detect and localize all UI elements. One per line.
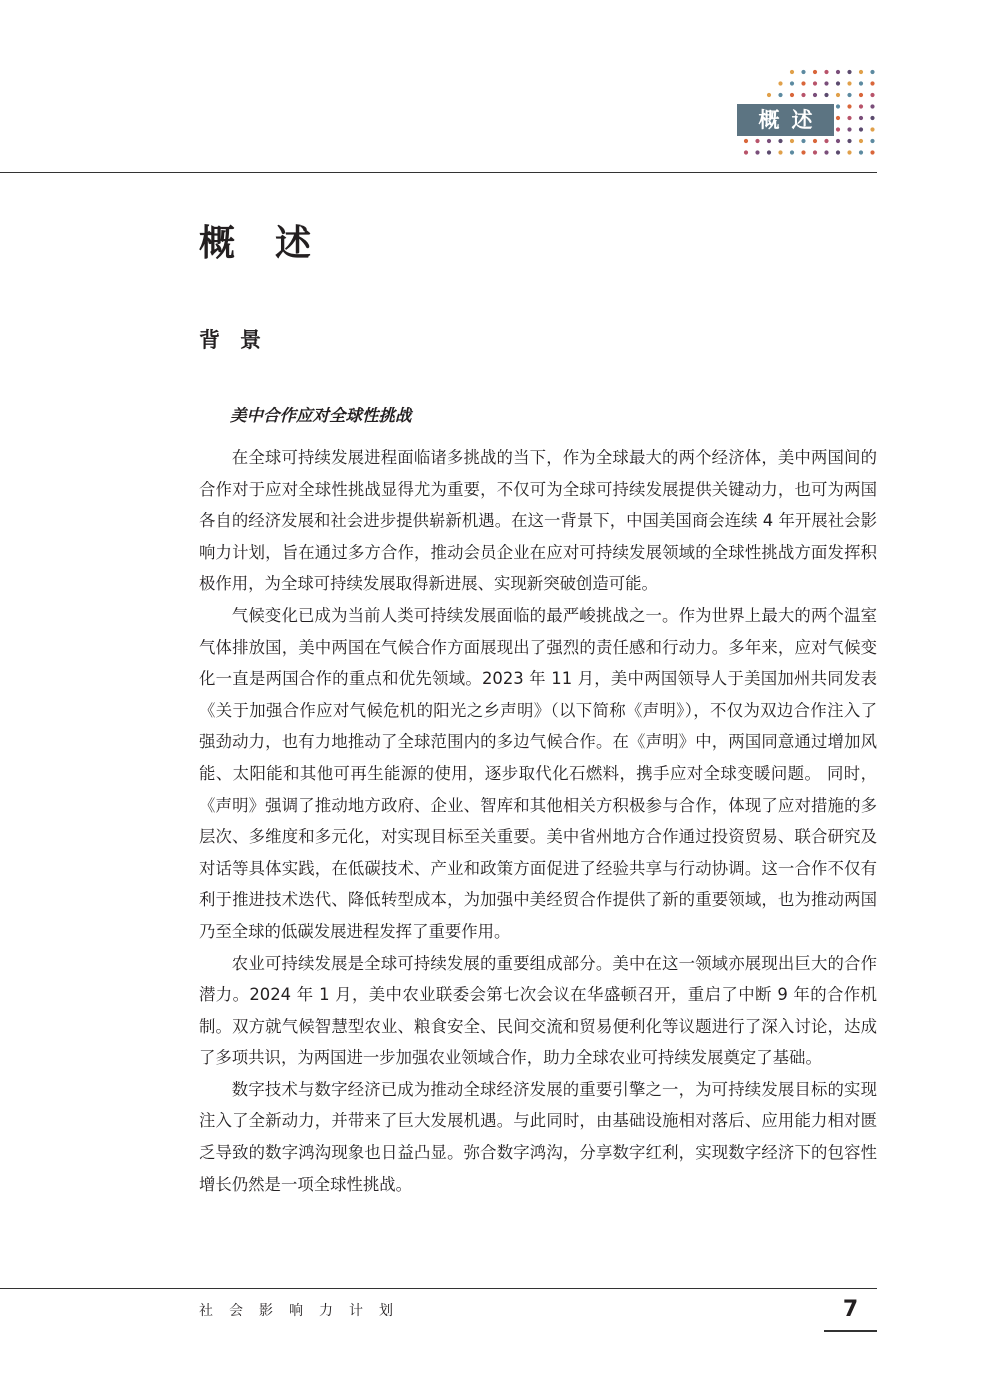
paragraph: 气候变化已成为当前人类可持续发展面临的最严峻挑战之一。作为世界上最大的两个温室气体排放国，美中两国在气候合作方面展现出了强烈的责任感和行动力。多年来，应对气候变化一直是两国合作的重点和优先领域。2023 年 11 月，美中两国领导人于美国加州共同发表《关于加强合作应对气候危机的阳光之乡声明》（以下简称《声明》），不仅为双边合作注入了强劲动力，也有力地推动了全球范围内的多边气候合作。在《声明》中，两国同意通过增加风能、太阳能和其他可再生能源的使用，逐步取代化石燃料，携手应对全球变暖问题。 同时，《声明》强调了推动地方政府、企业、智库和其他相关方积极参与合作，体现了应对措施的多层次、多维度和多元化，对实现目标至关重要。美中省州地方合作通过投资贸易、联合研究及对话等具体实践，在低碳技术、产业和政策方面促进了经验共享与行动协调。这一合作不仅有利于推进技术迭代、降低转型成本，为加强中美经贸合作提供了新的重要领域，也为推动两国乃至全球的低碳发展进程发挥了重要作用。 [199,605,877,941]
section-heading: 背景 [199,328,281,352]
decorative-dot [813,93,817,97]
decorative-dot [859,81,863,85]
page-number: 7 [824,1294,877,1332]
decorative-dot [847,150,851,154]
decorative-dot [790,139,794,143]
decorative-dot [790,81,794,85]
decorative-dot [801,150,805,154]
decorative-dot [813,70,817,74]
decorative-dot [744,139,748,143]
decorative-dot [847,93,851,97]
decorative-dot [813,81,817,85]
decorative-dot [778,139,782,143]
decorative-dot [847,116,851,120]
decorative-dot [847,81,851,85]
paragraph: 农业可持续发展是全球可持续发展的重要组成部分。美中在这一领域亦展现出巨大的合作潜力。2024 年 1 月，美中农业联委会第七次会议在华盛顿召开，重启了中断 9 年的合作机制。双方就气候智慧型农业、粮食安全、民间交流和贸易便利化等议题进行了深入讨论，达成了多项共识，为两国进一步加强农业领域合作，助力全球农业可持续发展奠定了基础。 [199,953,877,1068]
decorative-dot [836,93,840,97]
decorative-dot [859,116,863,120]
decorative-dot [870,127,874,131]
decorative-dot [836,81,840,85]
decorative-dot [767,139,771,143]
header-divider [0,172,877,173]
decorative-dot [847,127,851,131]
decorative-dot [801,81,805,85]
decorative-dot [767,150,771,154]
decorative-dot [870,81,874,85]
paragraph: 在全球可持续发展进程面临诸多挑战的当下，作为全球最大的两个经济体，美中两国间的合作对于应对全球性挑战显得尤为重要，不仅可为全球可持续发展提供关键动力，也可为两国各自的经济发展和社会进步提供崭新机遇。在这一背景下，中国美国商会连续 4 年开展社会影响力计划，旨在通过多方合作，推动会员企业在应对可持续发展领域的全球性挑战方面发挥积极作用，为全球可持续发展取得新进展、实现新突破创造可能。 [199,448,877,594]
decorative-dot [870,116,874,120]
chapter-tab: 概述 [737,104,834,136]
decorative-dot [836,104,840,108]
decorative-dot [836,127,840,131]
footer-divider [0,1288,877,1289]
decorative-dot [824,93,828,97]
decorative-dot [744,150,748,154]
footer-report-name: 社会影响力计划 [199,1303,409,1319]
decorative-dot [801,93,805,97]
decorative-dot [859,70,863,74]
decorative-dot [847,70,851,74]
page-title: 概述 [199,223,352,264]
decorative-dot [790,150,794,154]
decorative-dot [870,93,874,97]
decorative-dot [824,139,828,143]
decorative-dot [836,139,840,143]
decorative-dot [870,70,874,74]
decorative-dot [859,150,863,154]
decorative-dot [778,93,782,97]
decorative-dot [824,81,828,85]
decorative-dot [870,150,874,154]
subheading: 美中合作应对全球性挑战 [230,406,412,425]
decorative-dot [790,93,794,97]
decorative-dot [859,139,863,143]
decorative-dot [813,139,817,143]
decorative-dot [836,116,840,120]
decorative-dot [801,139,805,143]
body-text [199,442,877,1200]
decorative-dot [847,139,851,143]
decorative-dot [836,150,840,154]
decorative-dot [870,104,874,108]
decorative-dot [813,150,817,154]
paragraph: 数字技术与数字经济已成为推动全球经济发展的重要引擎之一，为可持续发展目标的实现注入了全新动力，并带来了巨大发展机遇。与此同时，由基础设施相对落后、应用能力相对匮乏导致的数字鸿沟现象也日益凸显。弥合数字鸿沟，分享数字红利，实现数字经济下的包容性增长仍然是一项全球性挑战。 [199,1079,877,1194]
decorative-dot [755,139,759,143]
decorative-dot [801,70,805,74]
decorative-dot [836,70,840,74]
decorative-dot [790,70,794,74]
decorative-dot [859,127,863,131]
decorative-dot [767,93,771,97]
decorative-dot [778,150,782,154]
decorative-dot [778,81,782,85]
decorative-dot [755,150,759,154]
decorative-dot [847,104,851,108]
decorative-dot [824,150,828,154]
decorative-dot [859,93,863,97]
decorative-dot [870,139,874,143]
decorative-dot [859,104,863,108]
decorative-dot [824,70,828,74]
